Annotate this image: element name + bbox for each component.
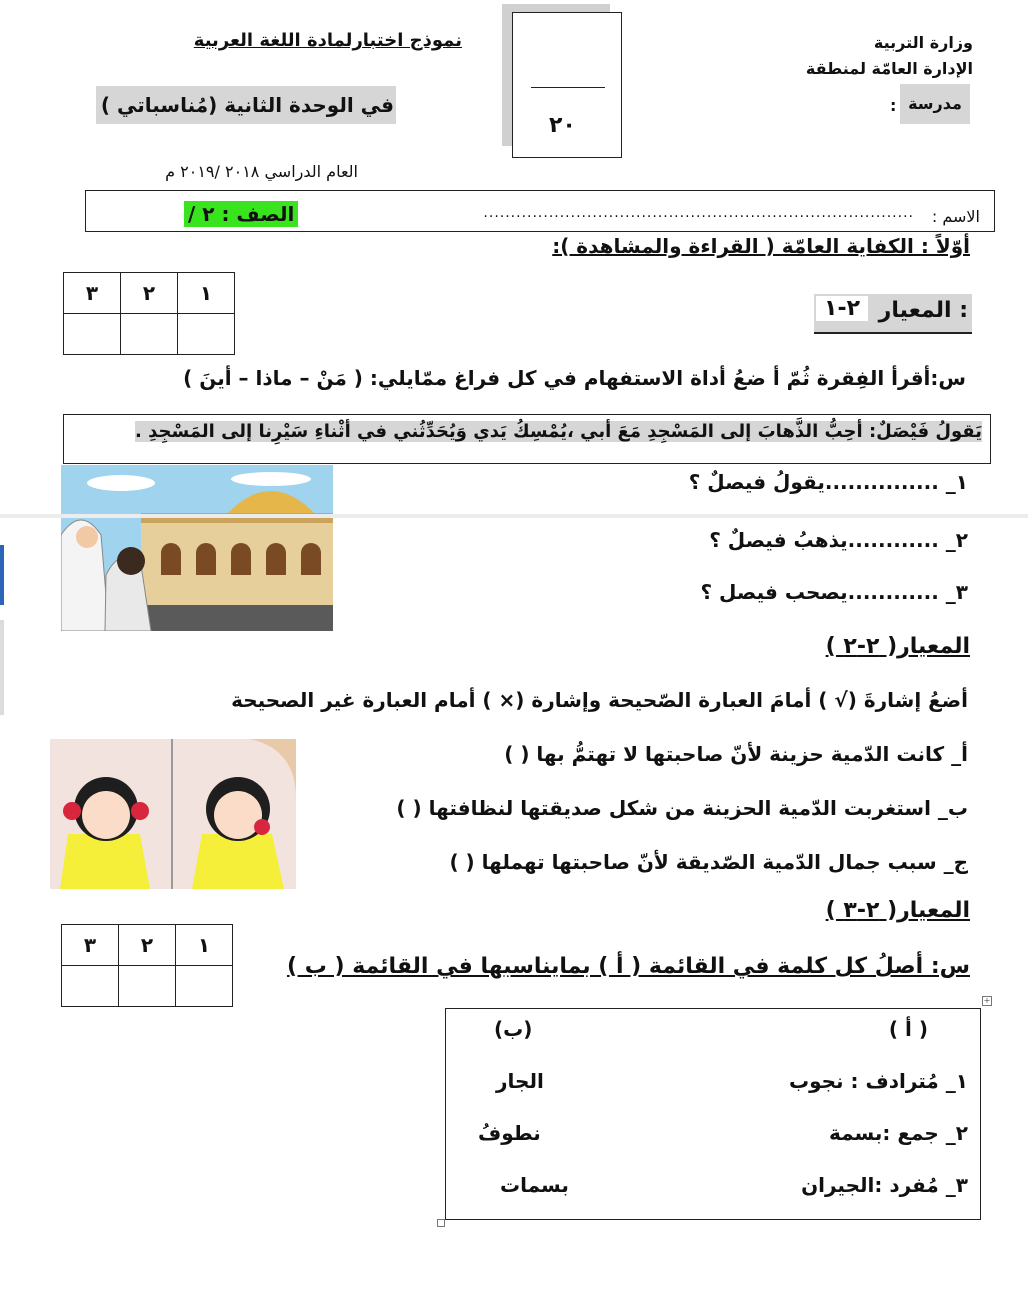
- criterion1-label: المعيار :: [878, 298, 968, 323]
- section3-question: س: أصلُ كل كلمة في القائمة ( أ ) بمايناسبها في القائمة ( ب ): [287, 954, 970, 979]
- column-b-item[interactable]: الجار: [496, 1069, 544, 1093]
- column-a-item[interactable]: ١_ مُترادف : نجوب: [788, 1069, 968, 1093]
- score-box: [512, 12, 622, 158]
- section1-score-grid: [63, 272, 235, 355]
- score-total: ٢٠: [549, 113, 576, 138]
- directorate-label: الإدارة العامّة لمنطقة: [805, 59, 973, 78]
- column-a-header: ( أ ): [888, 1017, 928, 1041]
- true-false-item-b[interactable]: ب_ استغربت الدّمية الحزينة من شكل صديقتها لنظافتها ( ): [396, 796, 968, 820]
- grid-header: ٢: [119, 925, 176, 966]
- column-b-item[interactable]: بسمات: [500, 1173, 569, 1197]
- column-b-header: (ب): [494, 1017, 533, 1041]
- column-a-item[interactable]: ٢_ جمع :بسمة: [828, 1121, 968, 1145]
- grid-cell[interactable]: [64, 314, 121, 355]
- ministry-label: وزارة التربية: [873, 33, 973, 52]
- score-divider: [531, 87, 605, 88]
- grid-header: ٢: [121, 273, 178, 314]
- true-false-item-c[interactable]: ج_ سبب جمال الدّمية الصّديقة لأنّ صاحبتها تهملها ( ): [449, 850, 968, 874]
- section2-instruction: أضعُ إشارةَ (√ ) أمامَ العبارة الصّحيحة وإشارة (× ) أمام العبارة غير الصحيحة: [231, 688, 968, 712]
- question1-item2[interactable]: ٢_ ............يذهبُ فيصلٌ ؟: [709, 528, 968, 552]
- school-year: العام الدراسي ٢٠١٨ /٢٠١٩ م: [165, 162, 358, 181]
- criterion2-label: المعيار( ٢-٢ ): [825, 634, 970, 659]
- grid-cell[interactable]: [176, 966, 233, 1007]
- grid-cell[interactable]: [62, 966, 119, 1007]
- criterion1-box: [814, 294, 972, 334]
- name-field[interactable]: ...............................................................................: [483, 205, 914, 221]
- grid-header: ٣: [62, 925, 119, 966]
- paragraph-box: [63, 414, 991, 464]
- grid-header: ٣: [64, 273, 121, 314]
- table-resize-handle[interactable]: [437, 1219, 445, 1227]
- page-seam: [0, 514, 1028, 518]
- table-move-handle[interactable]: +: [983, 996, 991, 1005]
- grid-cell[interactable]: [121, 314, 178, 355]
- section1-title: أوّلاً : الكفاية العامّة ( القراءة والمشاهدة ):: [552, 234, 970, 258]
- school-label: مدرسة: [900, 84, 970, 124]
- section1-question: س:أقرأ الفِقرة ثُمّ أ ضعُ أداة الاستفهام في كل فراغ ممّايلي: ( مَنْ – ماذا – أينَ ): [183, 366, 966, 390]
- school-colon: :: [890, 96, 897, 115]
- mosque-illustration: [61, 465, 333, 631]
- class-field[interactable]: الصف : ٢ /: [184, 201, 298, 227]
- matching-table: [445, 1008, 981, 1220]
- column-a-item[interactable]: ٣_ مُفرد :الجيران: [801, 1173, 968, 1197]
- left-edge-artifact: [0, 545, 4, 605]
- question1-item3[interactable]: ٣_ ............يصحب فيصل ؟: [700, 580, 968, 604]
- paragraph-text: يَقولُ فَيْصَلٌ: أحِبُّ الذَّهابَ إلى المَسْجِدِ مَعَ أبي ،يُمْسِكُ يَدي وَيُحَدِّثُني في أثْناءِ سَيْرِنا إلى المَسْجِدِ .: [135, 421, 982, 442]
- grid-cell[interactable]: [119, 966, 176, 1007]
- column-b-item[interactable]: نطوفُ: [478, 1121, 541, 1145]
- student-info-box: [85, 190, 995, 232]
- grid-header: ١: [178, 273, 235, 314]
- true-false-item-a[interactable]: أ_ كانت الدّمية حزينة لأنّ صاحبتها لا تهتمُّ بها ( ): [504, 742, 968, 766]
- dolls-illustration: [50, 739, 296, 889]
- unit-title: في الوحدة الثانية (مُناسباتي ): [96, 86, 396, 124]
- criterion3-label: المعيار( ٢-٣ ): [825, 898, 970, 923]
- section3-score-grid: [61, 924, 233, 1007]
- exam-title: نموذج اختبارلمادة اللغة العربية: [193, 30, 462, 51]
- grid-cell[interactable]: [178, 314, 235, 355]
- criterion1-number: ٢-١: [816, 296, 868, 321]
- name-label: الاسم :: [931, 207, 980, 226]
- left-edge-artifact: [0, 620, 4, 715]
- grid-header: ١: [176, 925, 233, 966]
- question1-item1[interactable]: ١_ ...............يقولُ فيصلٌ ؟: [688, 470, 968, 494]
